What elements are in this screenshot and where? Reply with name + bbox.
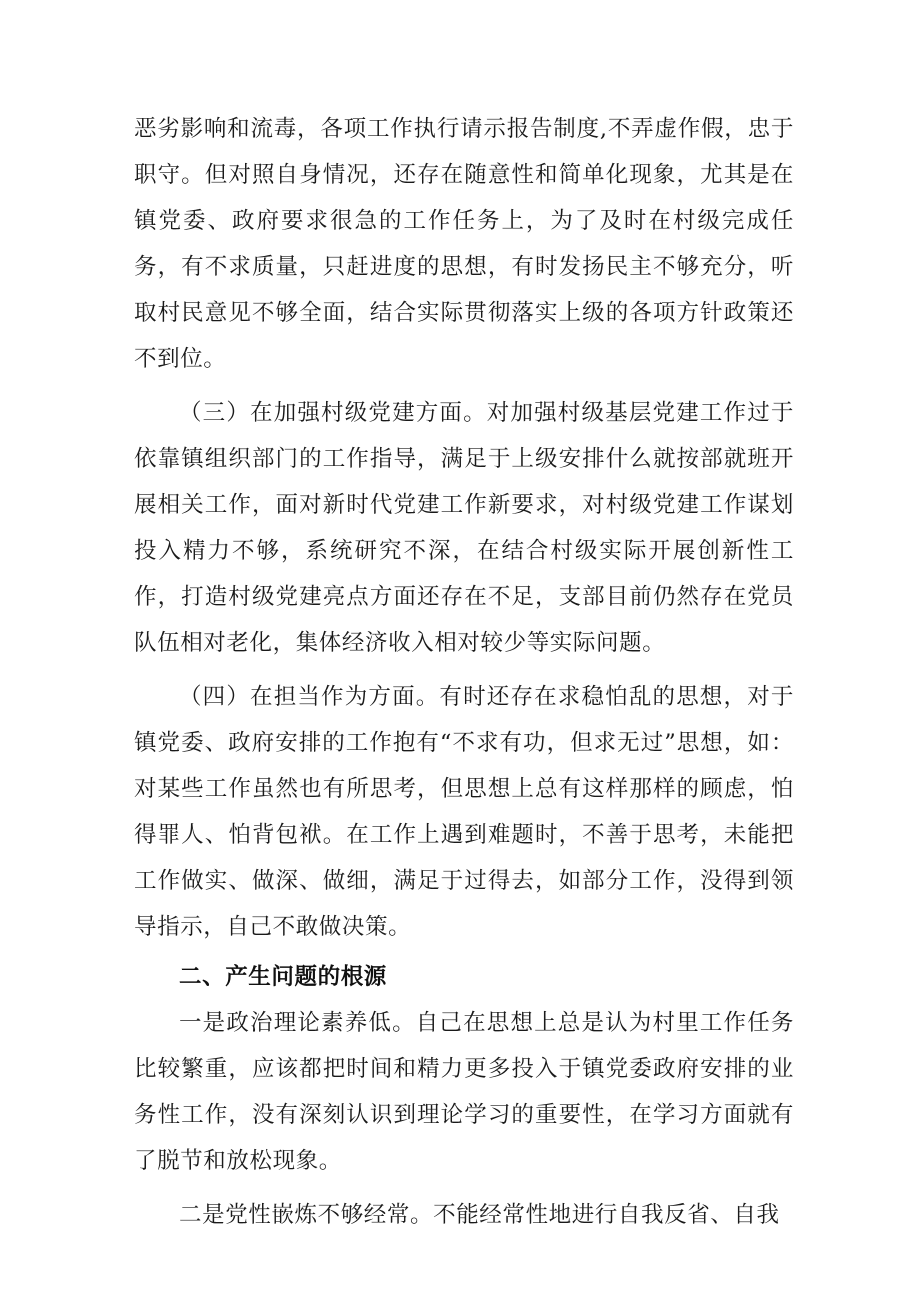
section-heading-root-causes: 二、产生问题的根源	[179, 964, 387, 990]
paragraph-party-building: （三）在加强村级党建方面。对加强村级基层党建工作过于依靠镇组织部门的工作指导，满足于上级安排什么就按部就班开展相关工作，面对新时代党建工作新要求，对村级党建工作谋划投入精力不够，系统研究不深，在结合村级实际开展创新性工作，打造村级党建亮点方面还存在不足，支部目前仍然存在党员队伍相对老化，集体经济收入相对较少等实际问题。	[134, 400, 794, 656]
paragraph-political-theory: 一是政治理论素养低。自己在思想上总是认为村里工作任务比较繁重，应该都把时间和精力更多投入于镇党委政府安排的业务性工作，没有深刻认识到理论学习的重要性，在学习方面就有了脱节和放松现象。	[134, 1010, 794, 1174]
paragraph-responsibility: （四）在担当作为方面。有时还存在求稳怕乱的思想，对于镇党委、政府安排的工作抱有“不求有功，但求无过”思想，如：对某些工作虽然也有所思考，但思想上总有这样那样的顾虑，怕得罪人、怕背包袱。在工作上遇到难题时，不善于思考，未能把工作做实、做深、做细，满足于过得去，如部分工作，没得到领导指示，自己不敢做决策。	[134, 684, 794, 940]
paragraph-party-spirit: 二是党性嵌炼不够经常。不能经常性地进行自我反省、自我	[179, 1202, 780, 1228]
paragraph-continuation: 恶劣影响和流毒，各项工作执行请示报告制度,不弄虚作假，忠于职守。但对照自身情况，还存在随意性和简单化现象，尤其是在镇党委、政府要求很急的工作任务上，为了及时在村级完成任务，有不求质量，只赶进度的思想，有时发扬民主不够充分，听取村民意见不够全面，结合实际贯彻落实上级的各项方针政策还不到位。	[134, 116, 794, 372]
document-body	[134, 106, 794, 1238]
